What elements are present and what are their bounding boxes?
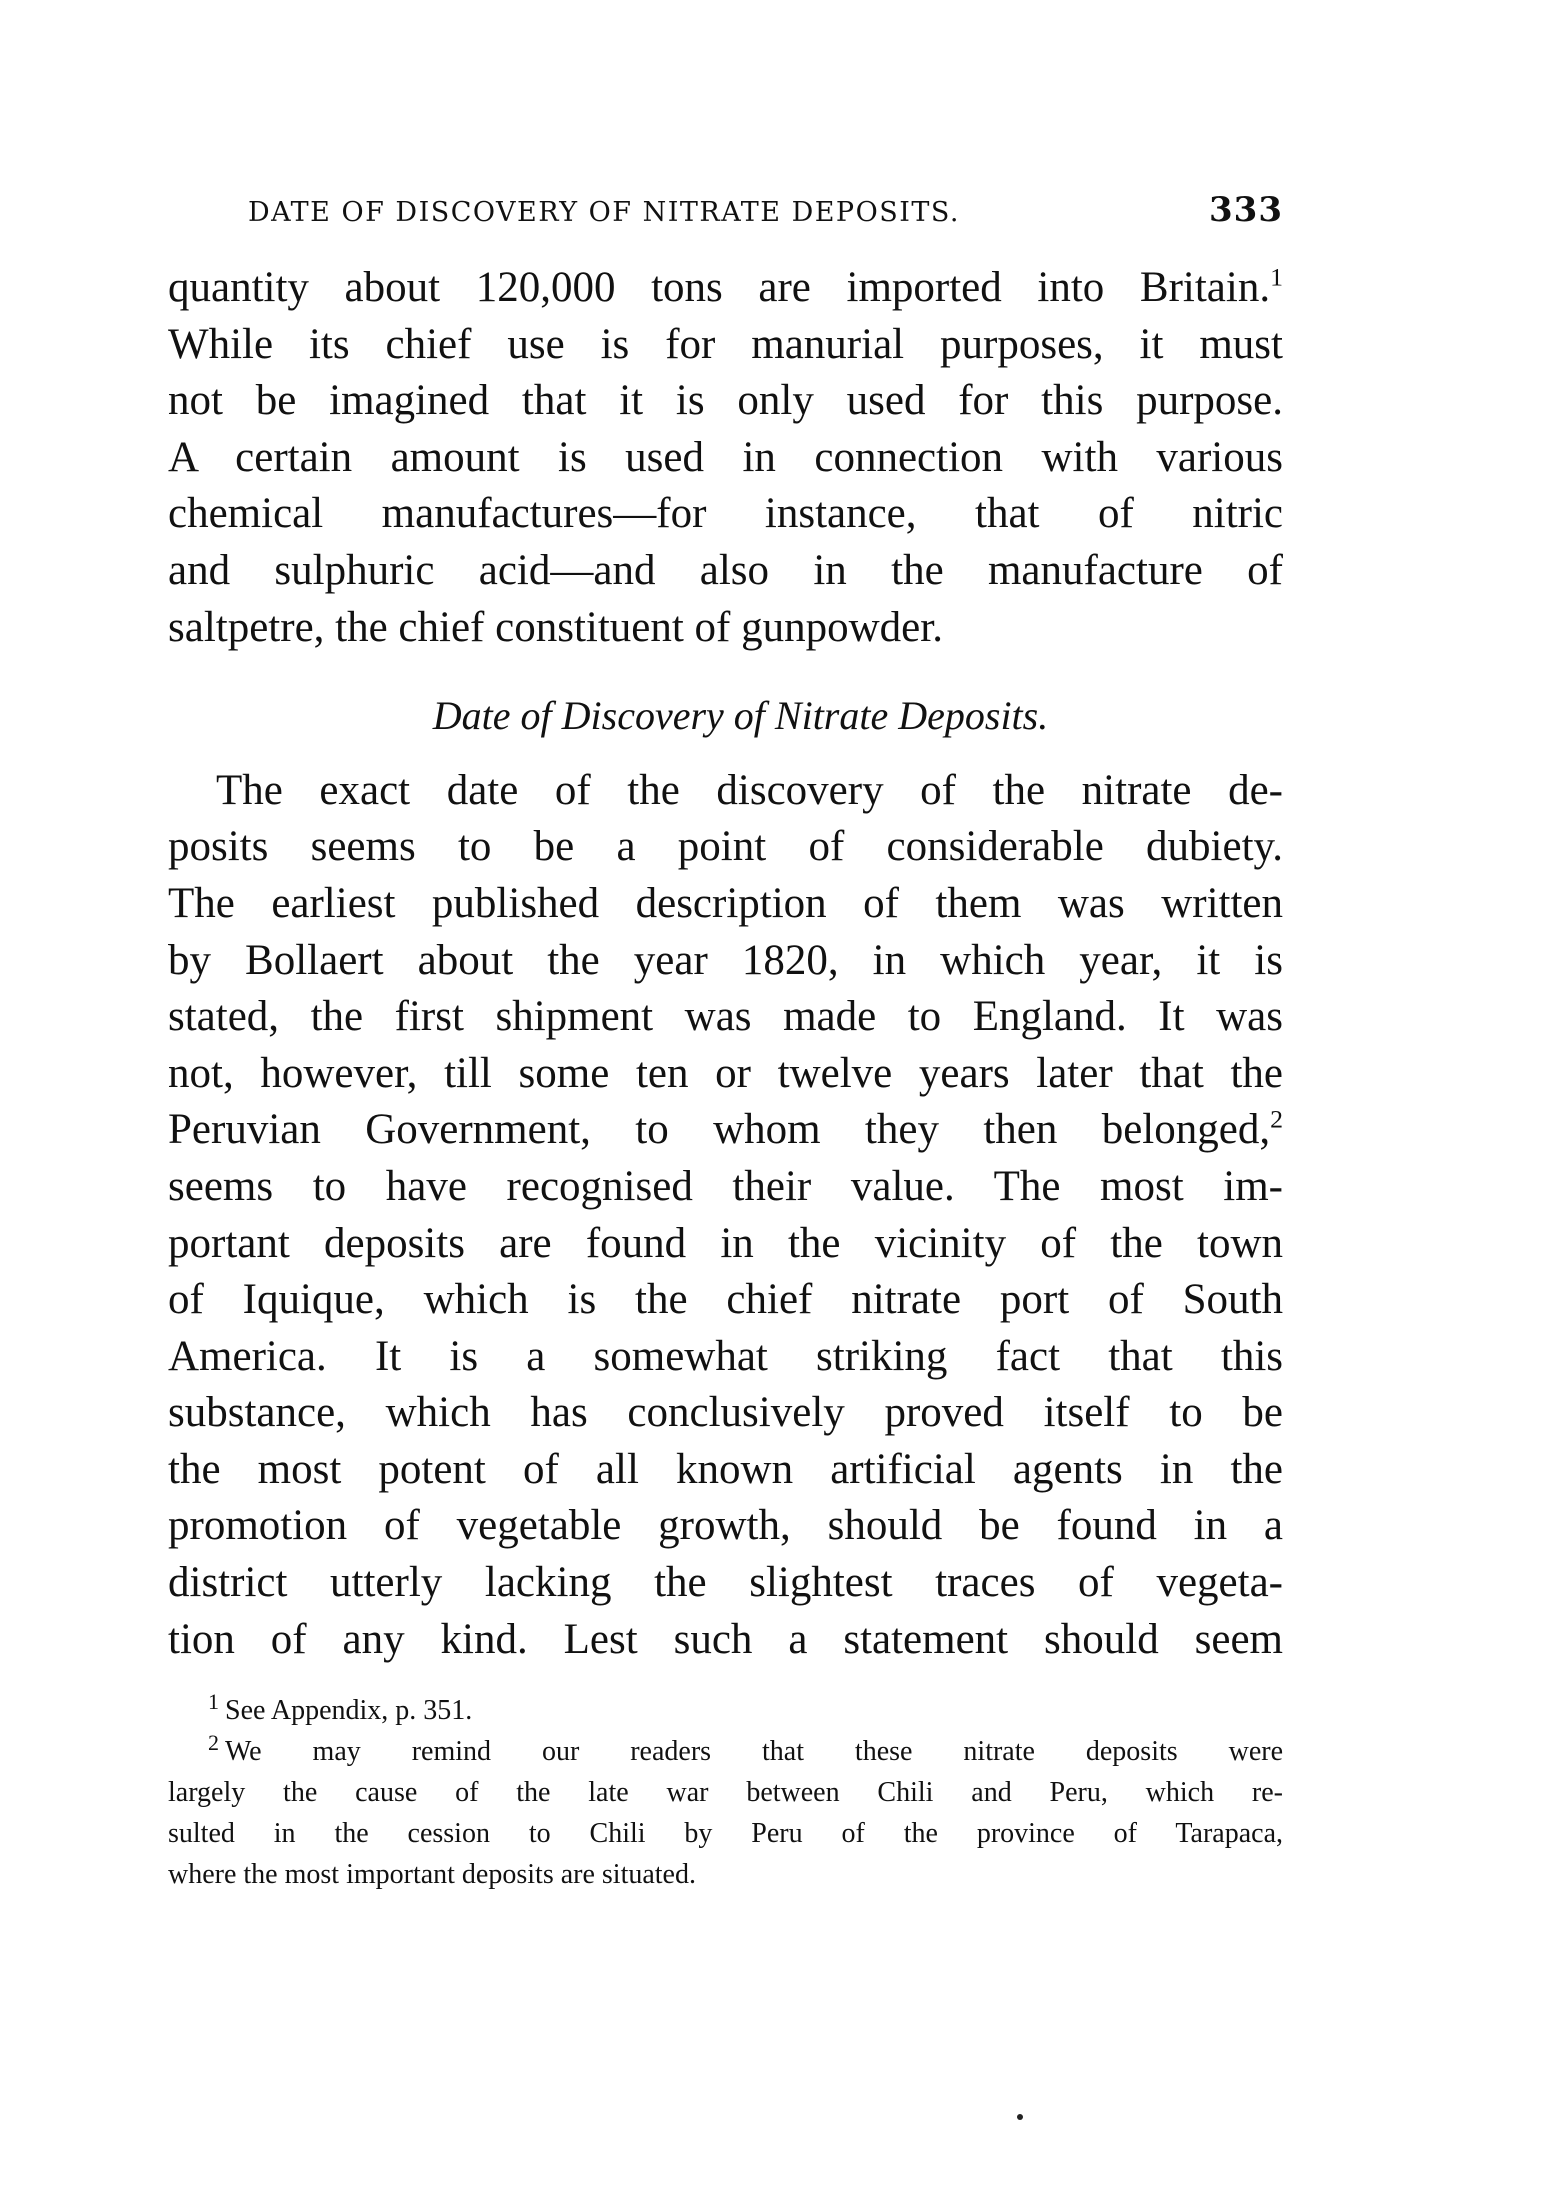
footnote-2 — [168, 1731, 1283, 1895]
running-head-title: DATE OF DISCOVERY OF NITRATE DEPOSITS. — [248, 197, 961, 228]
text-line: chemical manufactures—for instance, that of nitric — [168, 490, 1283, 538]
text-line: seems to have recognised their value. The most im- — [168, 1162, 1283, 1210]
text-line: substance, which has conclusively proved itself to be — [168, 1389, 1283, 1437]
text-line: stated, the first shipment was made to England. It was — [168, 993, 1283, 1041]
text-line: quantity about 120,000 tons are imported into Britain.$^1$ — [168, 262, 1283, 311]
text-line: The exact date of the discovery of the nitrate de- — [216, 766, 1283, 814]
book-page — [168, 190, 1283, 1895]
footnote-line: sulted in the cession to Chili by Peru of the province of Tarapaca, — [168, 1818, 1283, 1850]
section-heading: Date of Discovery of Nitrate Deposits. — [432, 693, 1049, 739]
footnote-ref: 2 — [1270, 1104, 1283, 1134]
footnote-ref: 1 — [1270, 262, 1283, 292]
footnote-line: $^1$ See Appendix, p. 351. — [208, 1688, 473, 1727]
text-line: posits seems to be a point of considerable dubiety. — [168, 823, 1283, 871]
text-line: portant deposits are found in the vicinity of the town — [168, 1219, 1283, 1267]
text-line: and sulphuric acid—and also in the manufacture of — [168, 546, 1283, 594]
footnote-marker: 1 — [208, 1688, 219, 1714]
body-text — [168, 260, 1283, 1668]
page-number: 333 — [1209, 190, 1283, 230]
text-line: The earliest published description of them was written — [168, 879, 1283, 927]
stray-ink-dot — [1017, 2114, 1023, 2120]
text-line: America. It is a somewhat striking fact that this — [168, 1332, 1283, 1380]
footnote-1 — [168, 1690, 1283, 1731]
text-line: promotion of vegetable growth, should be found in a — [168, 1502, 1283, 1550]
footnotes — [168, 1690, 1283, 1895]
running-head — [248, 190, 1283, 230]
footnote-line: largely the cause of the late war between Chili and Peru, which re- — [168, 1777, 1283, 1809]
text-line: district utterly lacking the slightest traces of vegeta- — [168, 1559, 1283, 1607]
text-line: While its chief use is for manurial purposes, it must — [168, 320, 1283, 368]
text-line: by Bollaert about the year 1820, in which year, it is — [168, 936, 1283, 984]
paragraph-2 — [168, 763, 1283, 1669]
text-line: Peruvian Government, to whom they then belonged,$^2$ — [168, 1104, 1283, 1154]
text-line: not, however, till some ten or twelve years later that the — [168, 1049, 1283, 1097]
text-line: A certain amount is used in connection with various — [168, 433, 1283, 481]
text-line: the most potent of all known artificial agents in the — [168, 1445, 1283, 1493]
text-line: not be imagined that it is only used for this purpose. — [168, 377, 1283, 425]
text-line: saltpetre, the chief constituent of gunpowder. — [168, 603, 943, 651]
footnote-line: $^2$ We may remind our readers that these nitrate deposits were — [208, 1729, 1283, 1768]
footnote-line: where the most important deposits are situated. — [168, 1859, 696, 1891]
paragraph-1 — [168, 260, 1283, 656]
text-line: of Iquique, which is the chief nitrate port of South — [168, 1276, 1283, 1324]
text-line: tion of any kind. Lest such a statement should seem — [168, 1615, 1283, 1663]
footnote-marker: 2 — [208, 1729, 219, 1755]
